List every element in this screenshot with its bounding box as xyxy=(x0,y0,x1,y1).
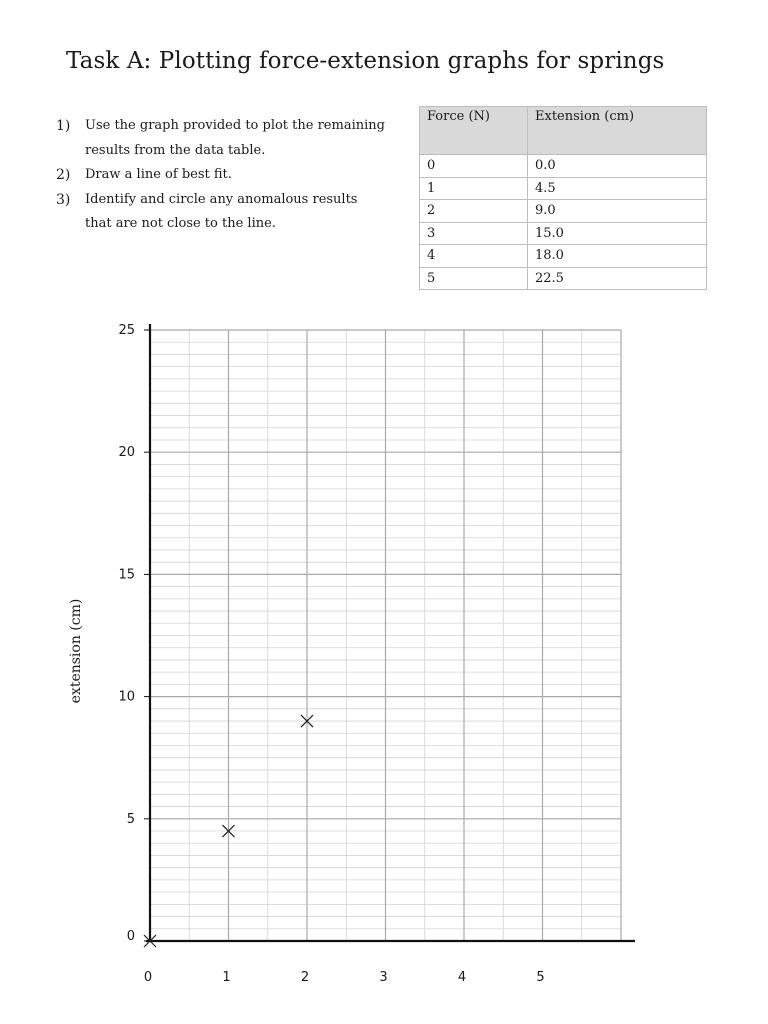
y-axis-label: extension (cm) xyxy=(68,598,84,704)
y-tick-label: 20 xyxy=(118,445,135,461)
x-tick-label: 0 xyxy=(143,970,153,985)
x-tick-label: 5 xyxy=(536,970,545,985)
instruction-number: 3) xyxy=(56,191,71,208)
x-tick-label: 3 xyxy=(379,970,388,985)
y-tick-label: 10 xyxy=(118,689,135,705)
y-tick-label: 25 xyxy=(118,323,135,338)
page-title: Task A: Plotting force-extension graphs for springs xyxy=(66,48,665,74)
cell-extension: 15.0 xyxy=(528,222,707,245)
cell-force: 2 xyxy=(420,200,528,223)
axes xyxy=(144,324,635,941)
cell-force: 5 xyxy=(420,267,528,290)
cell-force: 1 xyxy=(420,177,528,200)
y-tick-label: 5 xyxy=(126,811,135,827)
instruction-number: 1) xyxy=(56,118,71,134)
y-tick-label: 15 xyxy=(118,567,135,583)
instruction-text: Use the graph provided to plot the remaining results from the data table. xyxy=(85,118,385,158)
cell-extension: 9.0 xyxy=(528,200,707,223)
cell-extension: 22.5 xyxy=(528,267,707,290)
cell-extension: 0.0 xyxy=(528,155,707,178)
x-tick-label: 2 xyxy=(300,970,310,985)
header-extension: Extension (cm) xyxy=(528,107,707,155)
x-tick-label: 1 xyxy=(222,970,231,985)
instruction-number: 2) xyxy=(56,167,71,183)
instruction-text: Draw a line of best fit. xyxy=(85,167,232,182)
x-tick-label: 4 xyxy=(457,970,467,985)
cell-extension: 18.0 xyxy=(528,245,707,268)
header-force: Force (N) xyxy=(420,107,528,155)
y-tick-label: 0 xyxy=(126,929,135,944)
cell-extension: 4.5 xyxy=(528,177,707,200)
tick-labels xyxy=(118,323,544,985)
cell-force: 0 xyxy=(420,155,528,178)
cell-force: 4 xyxy=(420,245,528,268)
cell-force: 3 xyxy=(420,222,528,245)
instruction-text: Identify and circle any anomalous results that are not close to the line. xyxy=(85,191,358,231)
